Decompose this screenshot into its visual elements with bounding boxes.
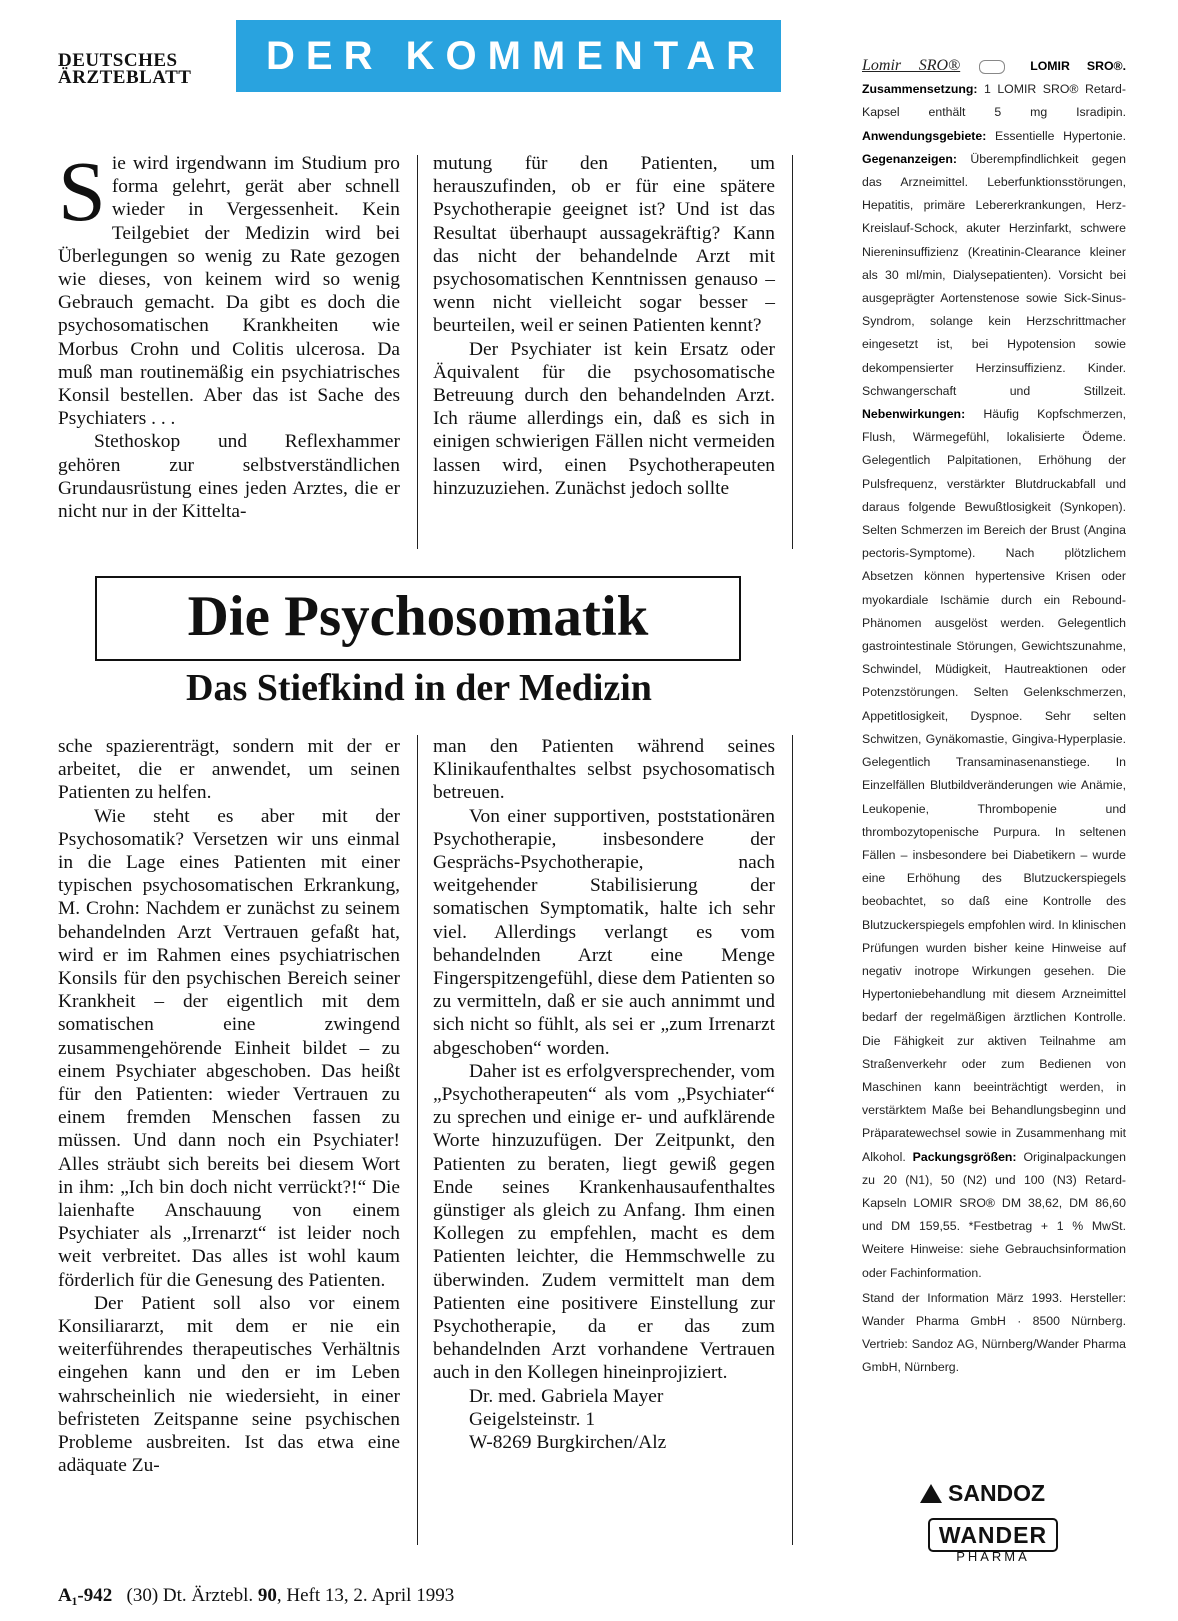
page-number: A₁-942 [58,1585,113,1606]
sandoz-triangle-icon [920,1484,942,1503]
lomir-logo: Lomir SRO® [862,57,961,74]
masthead [58,52,191,86]
paragraph: Daher ist es erfolgversprechender, vom „Psychotherapeuten“ als vom „Psychiater“ zu sprechen und einige er- und aufklärende Worte hinzuzufügen. Der Zeitpunkt, den Patienten zu beraten, liegt gewiß gegen Ende seines Krankenhausaufenthaltes günstiger als gleich zu Anfang. Ihm einen Kollegen zu empfehlen, macht es dem Patienten leichter, die Hemmschwelle zu überwinden. Zudem vermittelt man dem Patienten eine positivere Einstellung zur Psychotherapie, da er das zum behandelnden Arzt vorhandene Vertrauen auch in den Kollegen hineinprojiziert. [433,1060,775,1384]
masthead-line1: DEUTSCHES [58,50,178,71]
paragraph: mutung für den Patienten, um herauszufinden, ob er für eine spätere Psychotherapie geeignet ist? Und ist das Resultat überhaupt aussagekräftig? Kann das nicht der behandelnde Arzt mit psychosomatischen Kenntnissen genauso – wenn nicht vielleicht sogar besser – beurteilen, weil er seinen Patienten kennt? [433,153,775,337]
paragraph: sche spazierenträgt, sondern mit der er arbeitet, die er anwendet, um seinen Patienten zu helfen. [58,736,400,804]
column-rule [417,155,418,549]
section-banner [236,20,781,92]
ad-heading-name: LOMIR SRO®. Zusammensetzung: [862,59,1126,97]
ad-info-date: Stand der Information März 1993. Hersteller: Wander Pharma GmbH · 8500 Nürnberg. Vertrieb: Sandoz AG, Nürnberg/Wander Pharma GmbH, Nürnberg. [862,1290,1126,1375]
page-footer [58,1585,454,1607]
ad-heading-indications: Anwendungsgebiete: [862,128,987,143]
column-rule [792,735,793,1545]
volume: 90 [257,1585,277,1606]
paragraph: Der Patient soll also vor einem Konsiliararzt, mit dem er nie ein weiterführendes therapeutisches Verhältnis eingehen kann und den er im Leben wahrscheinlich nie wiedersieht, in einer befristeten Zeitspanne seine psychischen Probleme ausbreiten. Ist das etwa eine adäquate Zu- [58,1292,400,1477]
column-rule [792,155,793,549]
wander-logo: WANDER [928,1518,1058,1552]
paragraph: Wie steht es aber mit der Psychosomatik? Versetzen wir uns einmal in die Lage eines Patienten mit einer typischen psychosomatischen Erkrankung, M. Crohn: Nachdem er zunächst zu seinem behandelnden Arzt Vertrauen gefaßt hat, wird er im Rahmen eines psychiatrischen Konsils für den psychischen Bereich seiner Krankheit – der eigentlich mit dem somatischen eine zwingend zusammengehörende Einheit bildet – zu einem Psychiater abgeschoben. Das heißt für den Patienten: wieder Vertrauen zu einem fremden Menschen fassen zu müssen. Und dann noch ein Psychiater! Alles sträubt sich bereits bei diesem Wort in ihm: „Ich bin doch nicht verrückt?!“ Die laienhafte Anschauung von einem Psychiater als „Irrenarzt“ ist leider noch weit verbreitet. Das alles ist wohl kaum förderlich für die Genesung des Patienten. [58,805,400,1291]
author-name: Dr. med. Gabriela Mayer [469,1385,664,1407]
paragraph: Von einer supportiven, poststationären Psychotherapie, insbesondere der Gesprächs-Psychotherapie, nach weitgehender Stabilisierung der somatischen Symptomatik, halte ich sehr viel. Allerdings verlangt es vom behandelnden Arzt eine Menge Fingerspitzengefühl, diese dem Patienten so zu vermitteln, daß er sie auch annimmt und sich nicht so fühlt, als sei er „zum Irrenarzt abgeschoben“ worden. [433,805,775,1059]
drop-cap: S [58,143,106,239]
wander-pharma-text: PHARMA [956,1549,1030,1564]
section-banner-text: DER KOMMENTAR [266,34,767,78]
column-rule [417,735,418,1545]
article-top-column-2 [433,152,775,500]
paragraph: ie wird irgendwann im Studium pro forma gelehrt, gerät aber schnell wieder in Vergessenheit. Kein Teilgebiet der Medizin wird bei Überlegungen so wenig zu Rate gezogen wie dieses, von keinem wird so wenig Gebrauch gemacht. Da gibt es doch die psychosomatischen Krankheiten wie Morbus Crohn und Colitis ulcerosa. Da muß man routinemäßig ein psychiatrisches Konsil bestellen. Aber das ist Sache des Psychiaters . . . [58,153,400,430]
ad-body [862,54,1126,1285]
headline: Die Psychosomatik [187,585,649,648]
ad-heading-contraindications: Gegenanzeigen: [862,151,957,166]
ad-text: Überempfindlichkeit gegen das Arzneimittel. Leberfunktionsstörungen, Hepatitis, primäre Lebererkrankungen, Herz-Kreislauf-Schock, akuter Herzinfarkt, schwere Niereninsuffizienz (Kreatinin-Clearance kleiner als 30 ml/min, Dialysepatienten). Vorsicht bei ausgeprägter Aortenstenose sowie Sick-Sinus-Syndrom, solange kein Herzschrittmacher eingesetzt ist, bei Hypotension sowie dekompensierter Herzinsuffizienz. Kinder. Schwangerschaft und Stillzeit. [862,151,1126,398]
ad-heading-pack-sizes: Packungsgrößen: [912,1149,1017,1164]
headline-box [95,576,741,661]
citation: (30) Dt. Ärztebl. [126,1585,254,1606]
author-street: Geigelsteinstr. 1 [469,1408,596,1430]
ad-text: Häufig Kopfschmerzen, Flush, Wärmegefühl, lokalisierte Ödeme. Gelegentlich Palpitationen, Erhöhung der Pulsfrequenz, verstärkter Blutdruckabfall und daraus folgende Bewußtlosigkeit (Synkopen). Selten Schmerzen im Bereich der Brust (Angina pectoris-Symptome). Nach plötzlichem Absetzen können hypertensive Krisen oder myokardiale Ischämie durch ein Rebound-Phänomen ausgelöst werden. Gelegentlich gastrointestinale Störungen, Gewichtszunahme, Schwindel, Müdigkeit, Hautreaktionen oder Potenzstörungen. Selten Gelenkschmerzen, Appetitlosigkeit, Dyspnoe. Sehr selten Schwitzen, Gynäkomastie, Gingiva-Hyperplasie. Gelegentlich Transaminasenanstiege. In Einzelfällen Blutbildveränderungen wie Anämie, Leukopenie, Thrombopenie und thrombozytopenische Purpura. In seltenen Fällen – insbesondere bei Diabetikern – wurde eine Erhöhung des Blutzuckerspiegels beobachtet, so daß eine Kontrolle des Blutzuckerspiegels empfohlen wird. In klinischen Prüfungen wurden bisher keine Hinweise auf negativ inotrope Wirkungen gesehen. Die Hypertoniebehandlung mit diesem Arzneimittel bedarf der regelmäßigen ärztlichen Kontrolle. Die Fähigkeit zur aktiven Teilnahme am Straßenverkehr oder zum Bedienen von Maschinen kann beeinträchtigt werden, in verstärktem Maße bei Behandlungsbeginn und Präparatewechsel sowie in Zusammenhang mit Alkohol. [862,407,1126,1164]
paragraph: Der Psychiater ist kein Ersatz oder Äquivalent für die psychosomatische Betreuung durch den behandelnden Arzt. Ich räume allerdings ein, daß es sich in einigen schwierigen Fällen nicht vermeiden lassen wird, einen Psychotherapeuten hinzuzuziehen. Zunächst jedoch sollte [433,338,775,499]
article-bottom-column-2 [433,735,775,1454]
issue: , Heft 13, 2. April 1993 [276,1585,455,1606]
subheadline: Das Stiefkind in der Medizin [186,667,652,709]
drug-advertisement [862,54,1126,1380]
ad-text: 1 LOMIR SRO® Retard-Kapsel enthält 5 mg Isradipin. [862,82,1126,120]
paragraph: man den Patienten während seines Klinikaufenthaltes selbst psychosomatisch betreuen. [433,736,775,804]
sandoz-wordmark: SANDOZ [948,1480,1046,1506]
ad-heading-side-effects: Nebenwirkungen: [862,407,966,422]
author-city: W-8269 Burgkirchen/Alz [469,1432,667,1454]
masthead-line2: ÄRZTEBLATT [58,67,192,88]
paragraph: Stethoskop und Reflexhammer gehören zur selbstverständlichen Grundausrüstung eines jeden Arztes, die er nicht nur in der Kittelta- [58,431,400,523]
ad-text: Essentielle Hypertonie. [986,128,1126,143]
article-top-column-1 [58,143,400,523]
capsule-icon [979,60,1005,74]
article-bottom-column-1 [58,735,400,1478]
sandoz-logo [920,1480,1045,1507]
ad-text: Originalpackungen zu 20 (N1), 50 (N2) und 100 (N3) Retard-Kapseln LOMIR SRO® DM 38,62, DM 86,60 und DM 159,55. *Festbetrag + 1 % MwSt. Weitere Hinweise: siehe Gebrauchsinformation oder Fachinformation. [862,1149,1126,1280]
